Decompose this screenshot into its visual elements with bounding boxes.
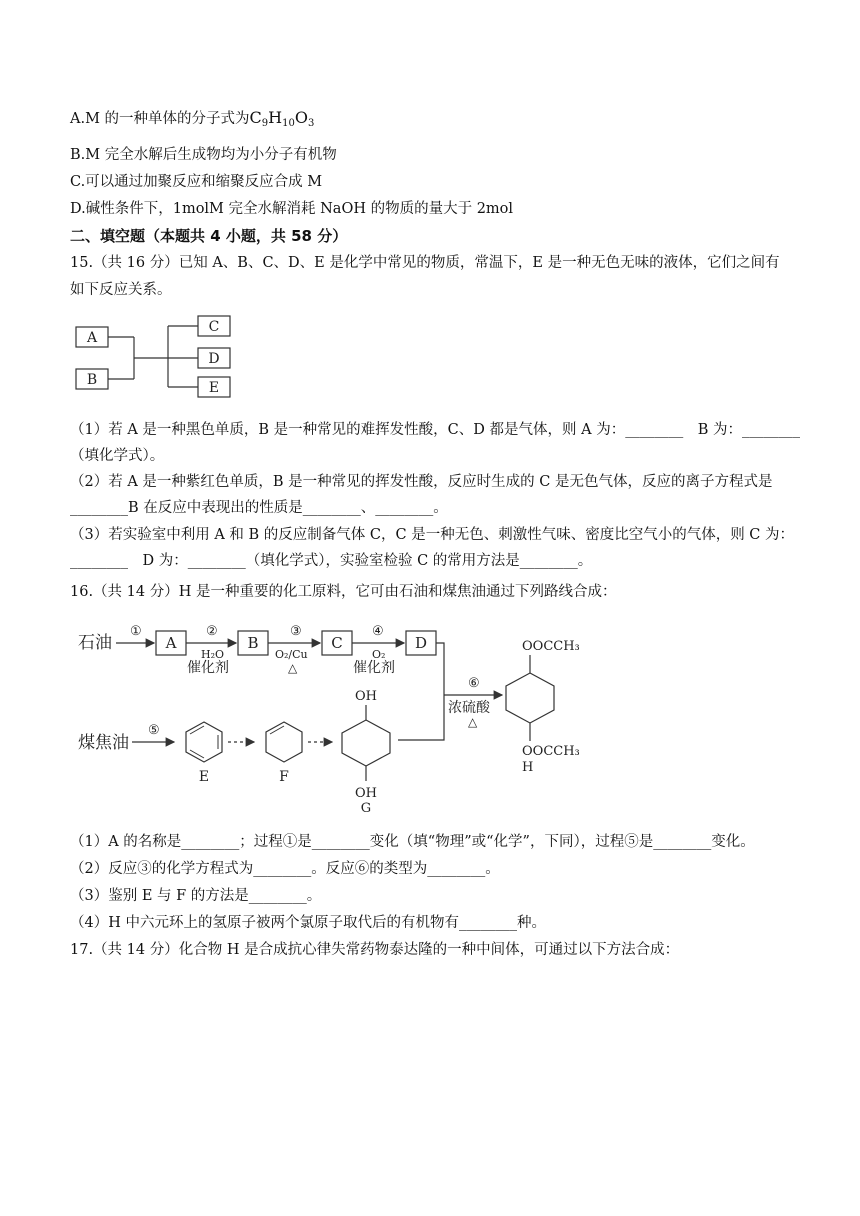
step1-label: ① <box>130 624 142 639</box>
h-ester-top: OOCCH₃ <box>522 639 580 654</box>
step5-label: ⑤ <box>148 723 160 738</box>
step4-label: ④ <box>372 624 384 639</box>
g-oh-bottom: OH <box>355 786 377 801</box>
q15-stem-line1: 15.（共 16 分）已知 A、B、C、D、E 是化学中常见的物质，常温下，E 是一种无色无味的液体，它们之间有 <box>70 255 780 271</box>
q15-part2-line2: ________B 在反应中表现出的性质是________、________。 <box>70 500 448 516</box>
q15-part3-line2: ________ D 为：________（填化学式），实验室检验 C 的常用方法是________。 <box>70 553 593 569</box>
catalyst-label-2: 催化剂 <box>353 660 395 676</box>
box-d: D <box>414 634 428 652</box>
q15-part1-line1: （1）若 A 是一种黑色单质，B 是一种常见的难挥发性酸，C、D 都是气体，则 A 为：________ B 为：________ <box>70 422 800 438</box>
o2cu-label: O₂/Cu <box>275 648 308 661</box>
step6-label: ⑥ <box>468 676 480 691</box>
q15-stem-line2: 如下反应关系。 <box>70 282 172 298</box>
h-ester-bottom: OOCCH₃ <box>522 744 580 759</box>
q16-part4: （4）H 中六元环上的氢原子被两个氯原子取代后的有机物有________种。 <box>70 915 546 931</box>
q15-part3-line1: （3）若实验室中利用 A 和 B 的反应制备气体 C，C 是一种无色、刺激性气味、密度比空气小的气体，则 C 为： <box>70 527 795 543</box>
q15-box-b: B <box>86 372 98 388</box>
catalyst-label-1: 催化剂 <box>187 660 229 676</box>
petroleum-label: 石油 <box>78 633 112 653</box>
option-a <box>70 108 314 134</box>
q15-reaction-diagram <box>70 312 250 402</box>
label-f: F <box>279 769 289 785</box>
q15-box-c: C <box>208 319 220 335</box>
option-c: C.可以通过加聚反应和缩聚反应合成 M <box>70 174 323 190</box>
q16-part2: （2）反应③的化学方程式为________。反应⑥的类型为________。 <box>70 861 500 877</box>
q15-part1-line2: （填化学式）。 <box>70 448 165 464</box>
heat-label-1: △ <box>288 661 298 675</box>
g-oh-top: OH <box>355 689 377 704</box>
q16-synthesis-route <box>70 615 630 820</box>
o2-label: O₂ <box>372 648 386 661</box>
step2-label: ② <box>206 624 218 639</box>
h2o-label: H₂O <box>201 648 225 661</box>
label-h: H <box>522 760 534 775</box>
option-d: D.碱性条件下，1molM 完全水解消耗 NaOH 的物质的量大于 2mol <box>70 201 514 217</box>
q16-part1: （1）A 的名称是________；过程①是________变化（填“物理”或“化学”，下同），过程⑤是________变化。 <box>70 834 755 850</box>
option-a-formula: $C_9H_{10}O_3$ <box>249 108 315 129</box>
q15-part2-line1: （2）若 A 是一种紫红色单质，B 是一种常见的挥发性酸，反应时生成的 C 是无色气体，反应的离子方程式是 <box>70 474 773 490</box>
label-g: G <box>360 801 372 816</box>
box-a: A <box>165 634 177 652</box>
option-a-text: A.M 的一种单体的分子式为 <box>70 111 250 127</box>
label-e: E <box>198 769 210 785</box>
step3-label: ③ <box>290 624 302 639</box>
q15-box-a: A <box>86 330 98 346</box>
section-heading: 二、填空题（本题共 4 小题，共 58 分） <box>70 227 348 245</box>
coal-tar-label: 煤焦油 <box>78 733 129 753</box>
box-b: B <box>247 634 259 652</box>
q17-stem: 17.（共 14 分）化合物 H 是合成抗心律失常药物泰达隆的一种中间体，可通过以下方法合成： <box>70 942 680 958</box>
box-c: C <box>331 634 343 652</box>
conc-h2so4-label: 浓硫酸 <box>448 700 490 716</box>
heat-label-2: △ <box>468 715 478 729</box>
q16-part3: （3）鉴别 E 与 F 的方法是________。 <box>70 888 322 904</box>
q15-box-e: E <box>208 380 220 396</box>
q16-stem: 16.（共 14 分）H 是一种重要的化工原料，它可由石油和煤焦油通过下列路线合成： <box>70 584 617 600</box>
q15-box-d: D <box>208 351 220 367</box>
option-b: B.M 完全水解后生成物均为小分子有机物 <box>70 147 337 163</box>
